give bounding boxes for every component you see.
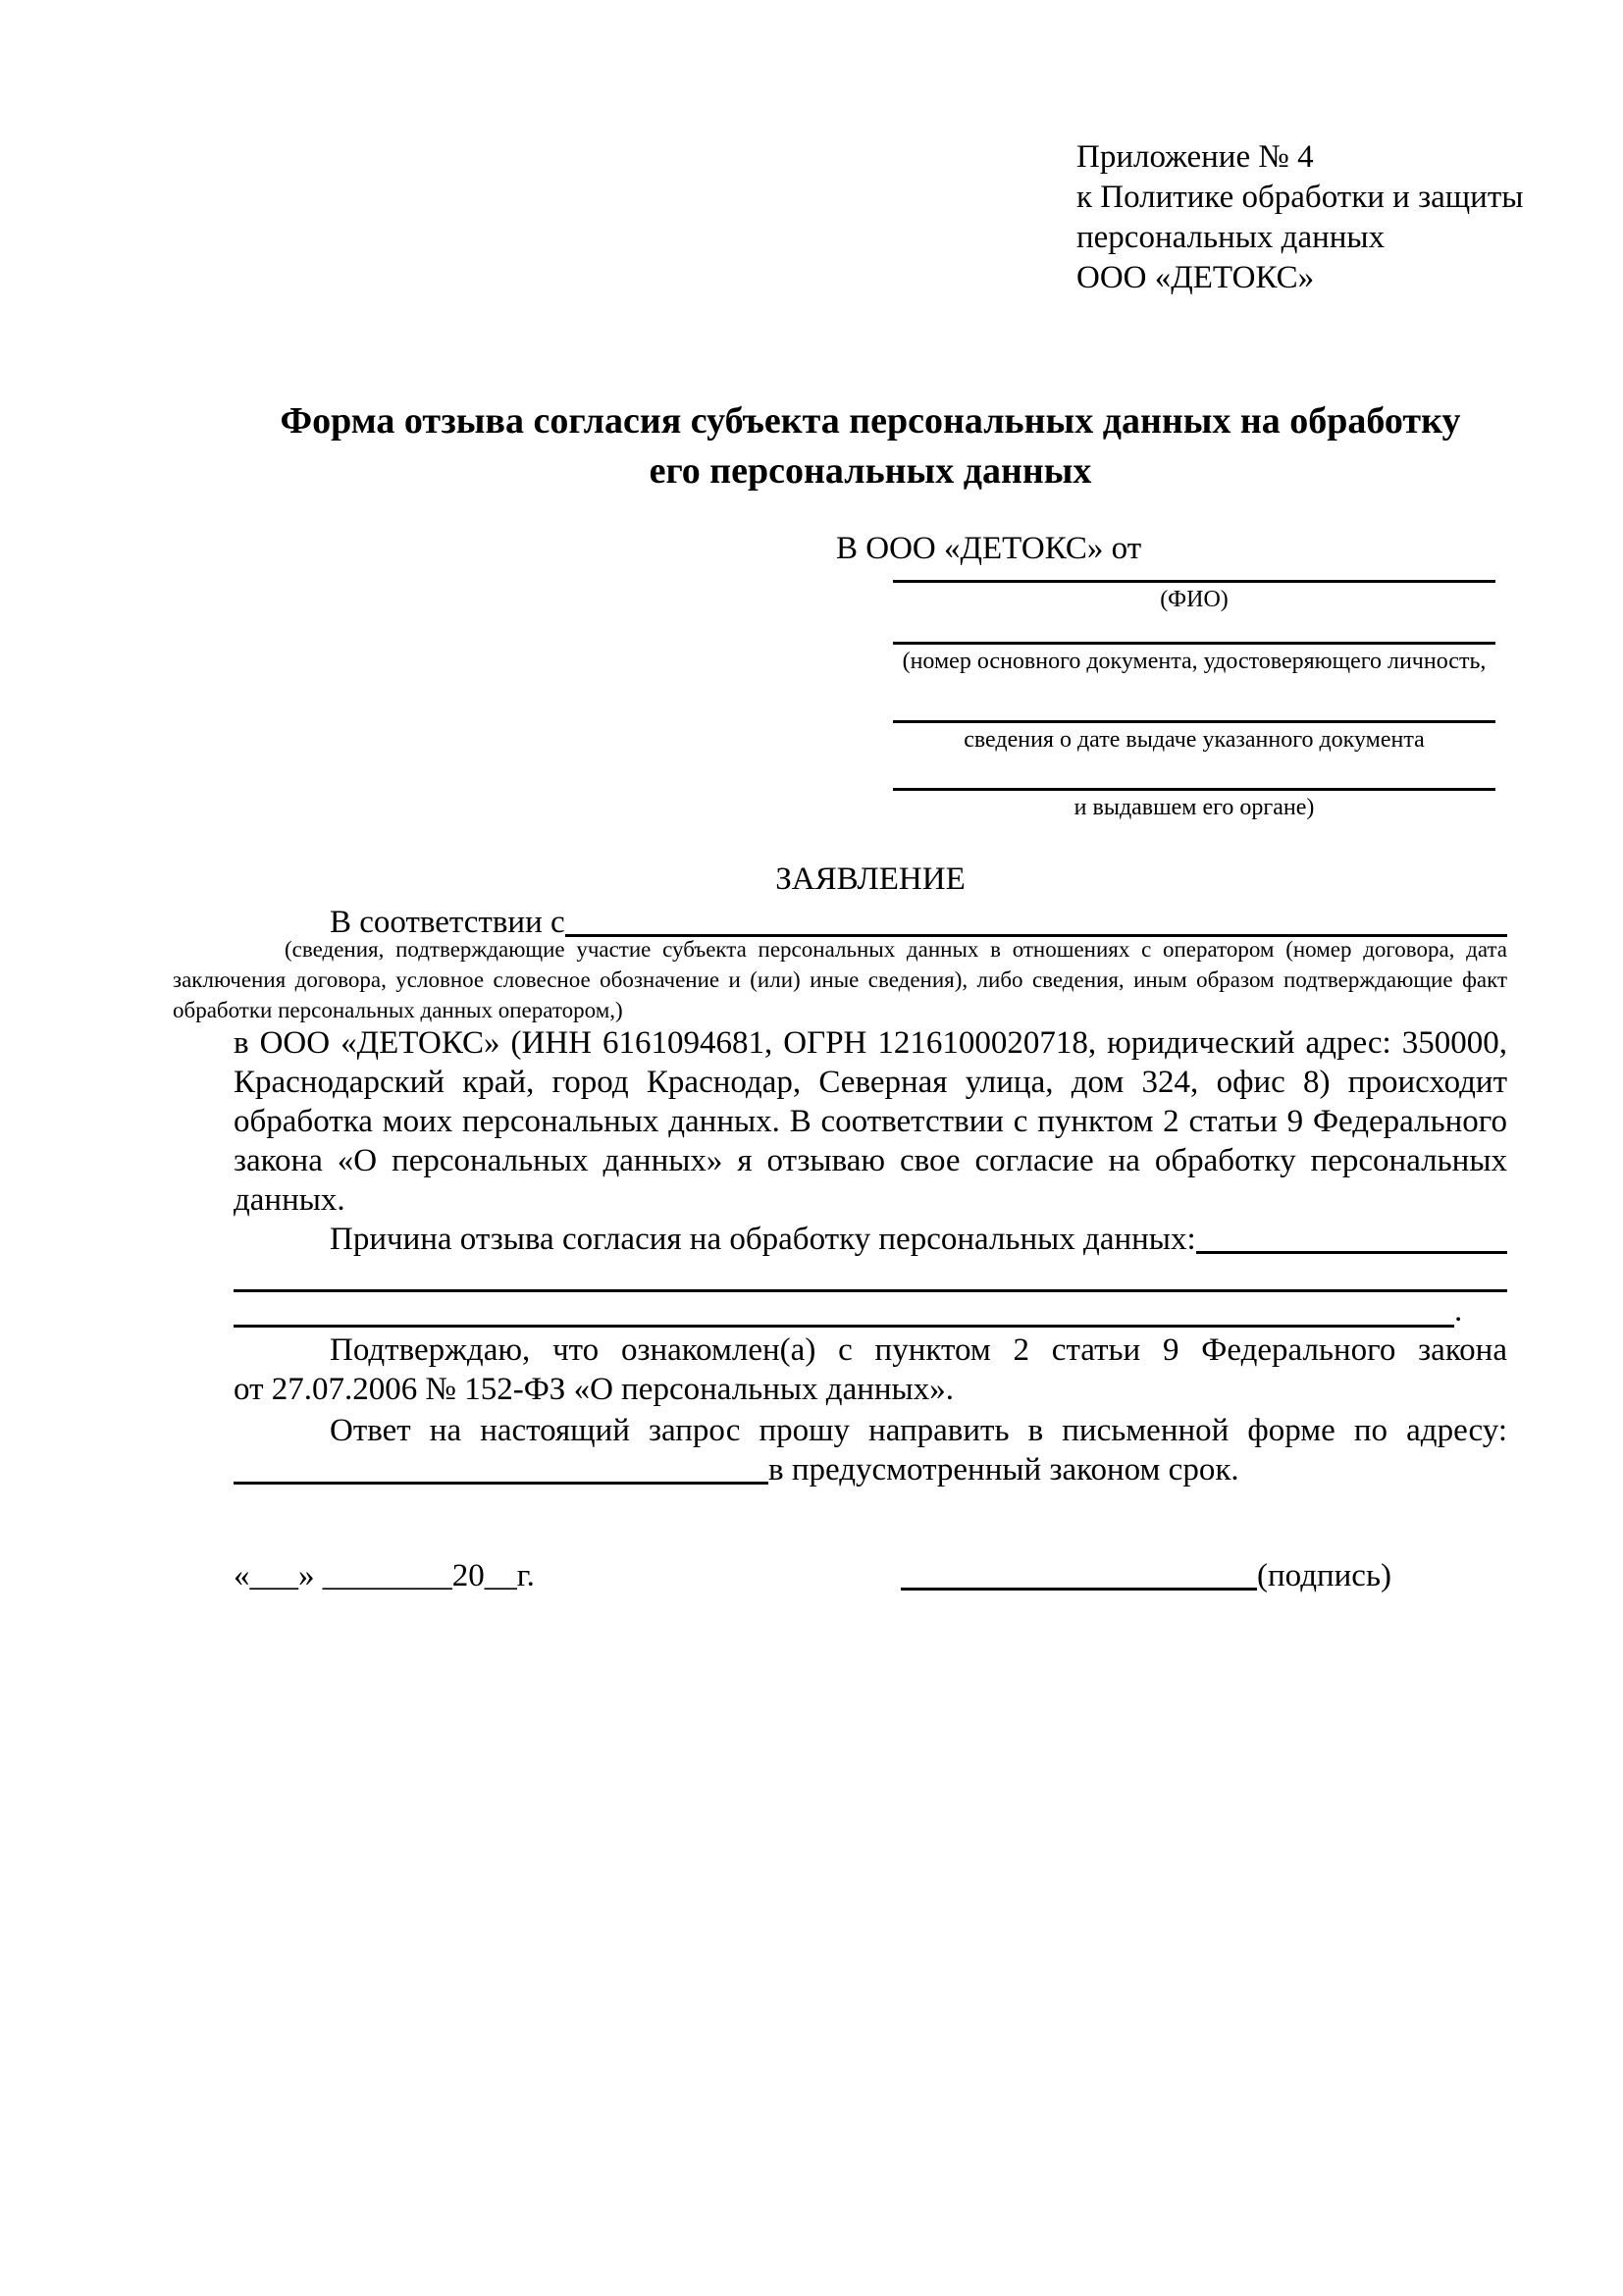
reply-address-blank-line (234, 1482, 768, 1485)
processing-paragraph-line: обработка моих персональных данных. В соответствии с пунктом 2 статьи 9 Федерального (234, 1104, 1507, 1139)
reply-paragraph (234, 1411, 1507, 1489)
form-title-line: Форма отзыва согласия субъекта персональных данных на обработку (280, 400, 1461, 442)
reply-line: Ответ на настоящий запрос прошу направить в письменной форме по адресу: (330, 1413, 1507, 1448)
legal-note-line: заключения договора, условное словесное обозначение и (или) иные сведения), либо сведения, иным образом подтверждающие факт (173, 967, 1507, 992)
form-title-line: его персональных данных (649, 450, 1092, 492)
processing-paragraph (234, 1023, 1507, 1220)
signature-group (901, 1555, 1391, 1595)
appendix-line: к Политике обработки и защиты (1076, 180, 1524, 215)
appendix-note (1076, 137, 1523, 298)
processing-paragraph-line: закона «О персональных данных» я отзываю свое согласие на обработку персональных (234, 1143, 1507, 1178)
doc-number-caption: (номер основного документа, удостоверяющего личность, (902, 649, 1487, 674)
blank-line-period: . (1454, 1293, 1463, 1329)
legal-note-line: обработки персональных данных оператором,) (173, 998, 623, 1022)
accordance-prefix: В соответствии с (330, 905, 565, 940)
reason-blank-line-3-rule (234, 1292, 1454, 1328)
date-line: «___» ________20__г. (234, 1558, 535, 1593)
confirmation-line: от 27.07.2006 № 152-ФЗ «О персональных данных». (234, 1372, 954, 1407)
appendix-line: ООО «ДЕТОКС» (1076, 260, 1315, 295)
reason-blank-line-3 (234, 1292, 1507, 1328)
appendix-line: персональных данных (1076, 220, 1386, 255)
signature-blank-line (901, 1555, 1257, 1591)
legal-note-line: (сведения, подтверждающие участие субъекта персональных данных в отношениях с оператором (номер договора, дата (285, 937, 1507, 962)
issue-date-caption: сведения о дате выдаче указанного документа (964, 727, 1425, 753)
reply-address-row (234, 1450, 1507, 1489)
form-title (234, 396, 1507, 496)
reason-blank-line-2 (234, 1246, 1507, 1292)
processing-paragraph-line: данных. (234, 1182, 345, 1218)
processing-paragraph-line: Краснодарский край, город Краснодар, Северная улица, дом 324, офис 8) происходит (234, 1065, 1507, 1100)
field-doc-number (893, 642, 1495, 676)
processing-paragraph-line: в ООО «ДЕТОКС» (ИНН 6161094681, ОГРН 1216100020718, юридический адрес: 350000, (234, 1025, 1507, 1061)
field-issue-date (893, 720, 1495, 755)
fio-caption: (ФИО) (1160, 587, 1229, 612)
date-signature-row (234, 1555, 1507, 1595)
field-issuer (893, 788, 1495, 822)
reply-suffix: в предусмотренный законом срок. (768, 1452, 1239, 1487)
signature-caption: (подпись) (1257, 1558, 1391, 1593)
recipient-fields (893, 580, 1495, 822)
issuer-caption: и выдавшем его органе) (1073, 795, 1315, 820)
addressee-line: В ООО «ДЕТОКС» от (836, 531, 1142, 566)
confirmation-line: Подтверждаю, что ознакомлен(а) с пунктом 2 статьи 9 Федерального закона (330, 1332, 1507, 1368)
confirmation-paragraph (234, 1331, 1507, 1409)
field-fio (893, 580, 1495, 614)
legal-basis-note (173, 934, 1507, 1025)
reason-prefix: Причина отзыва согласия на обработку персональных данных: (330, 1222, 1196, 1257)
statement-heading: ЗАЯВЛЕНИЕ (775, 861, 966, 897)
appendix-line: Приложение № 4 (1076, 139, 1314, 175)
